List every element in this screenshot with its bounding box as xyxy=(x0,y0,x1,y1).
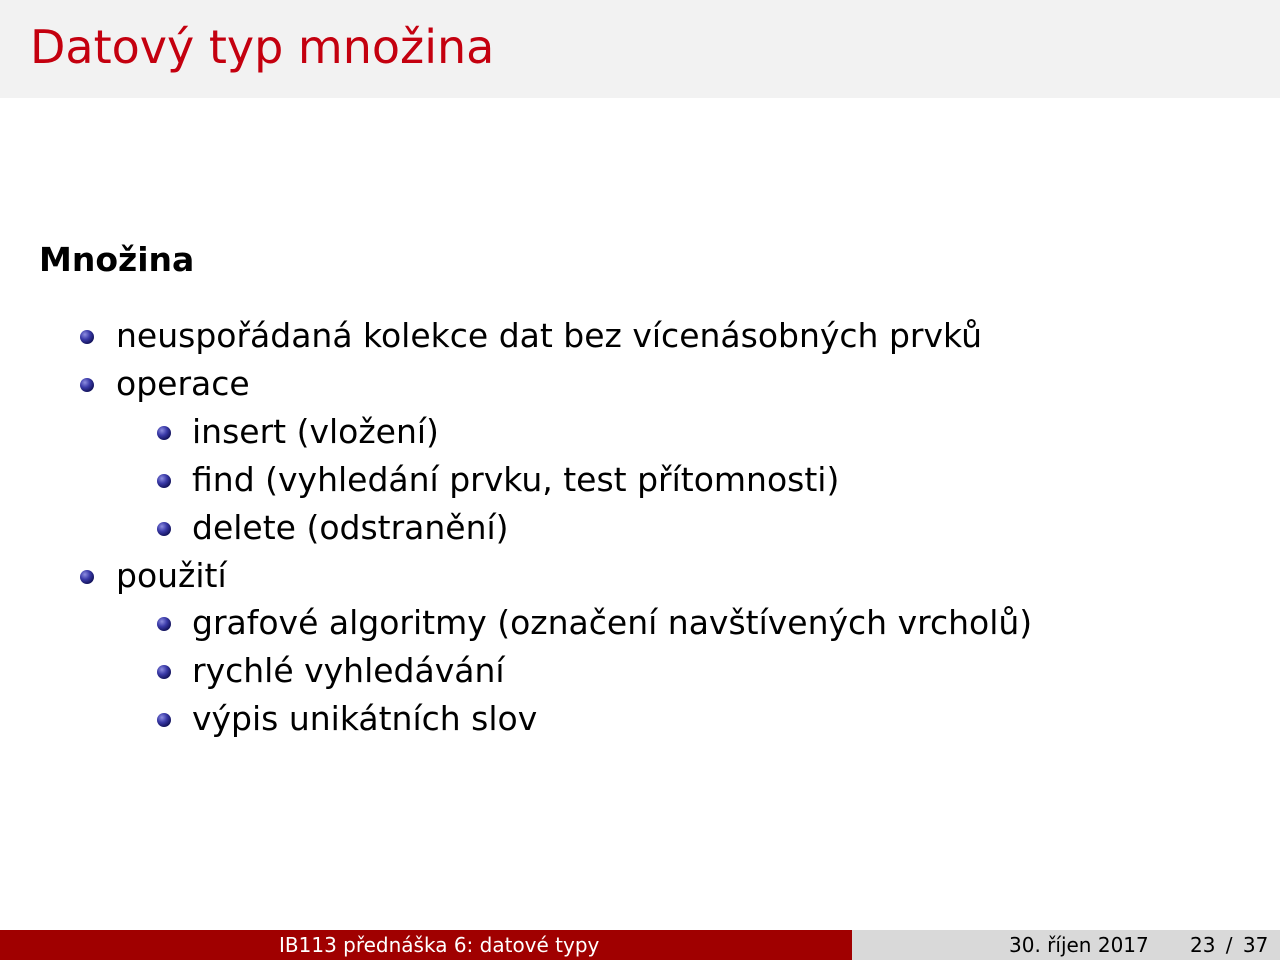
bullet-icon xyxy=(157,713,171,727)
footer-date: 30. říjen 2017 xyxy=(1009,933,1149,957)
block-title: Množina xyxy=(39,240,195,279)
bullet-icon xyxy=(80,330,94,344)
list-item-text: neuspořádaná kolekce dat bez vícenásobných prvků xyxy=(116,316,983,355)
slide-title: Datový typ množina xyxy=(30,20,495,74)
list-item-text: použití xyxy=(116,556,227,595)
footer xyxy=(0,930,1280,960)
sub-list-item-text: rychlé vyhledávání xyxy=(192,651,505,690)
bullet-icon xyxy=(157,617,171,631)
bullet-icon xyxy=(157,426,171,440)
page-number: 23 / 37 xyxy=(1190,933,1269,957)
sub-list-item-text: výpis unikátních slov xyxy=(192,699,538,738)
bullet-icon xyxy=(157,474,171,488)
sub-list-item-text: insert (vložení) xyxy=(192,412,439,451)
list-item-text: operace xyxy=(116,364,250,403)
sub-list-item-text: delete (odstranění) xyxy=(192,508,509,547)
bullet-icon xyxy=(157,522,171,536)
sub-list-item-text: grafové algoritmy (označení navštívených vrcholů) xyxy=(192,603,1033,642)
bullet-icon xyxy=(157,665,171,679)
footer-left-panel xyxy=(0,930,852,960)
frame-title-bar xyxy=(0,0,1280,98)
footer-title: IB113 přednáška 6: datové typy xyxy=(279,933,600,957)
sub-list-item-text: find (vyhledání prvku, test přítomnosti) xyxy=(192,460,840,499)
bullet-icon xyxy=(80,378,94,392)
bullet-icon xyxy=(80,570,94,584)
